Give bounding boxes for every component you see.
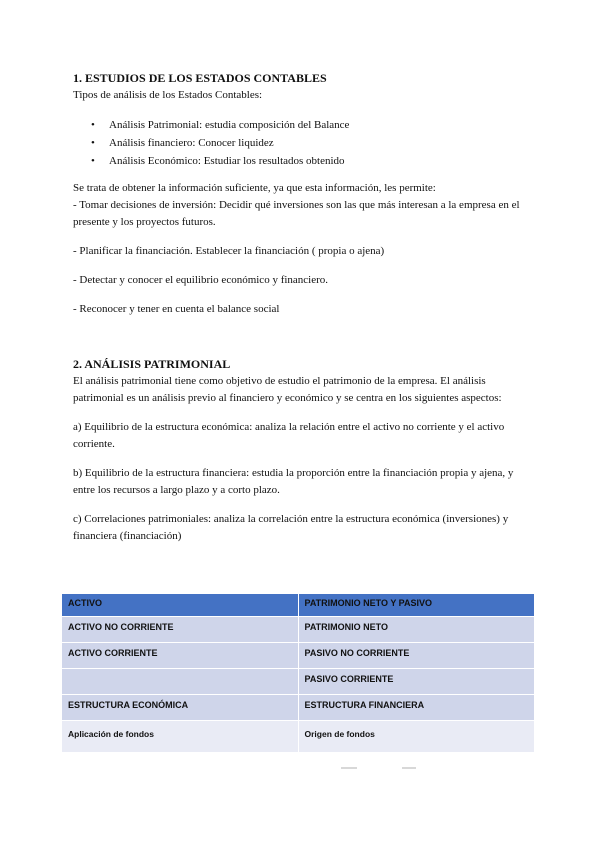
balance-table (62, 594, 535, 753)
table-cell: ESTRUCTURA ECONÓMICA (62, 694, 298, 720)
section1-para4: - Detectar y conocer el equilibrio económico y financiero. (73, 274, 329, 286)
section2-para2: a) Equilibrio de la estructura económica: analiza la relación entre el activo no corriente y el activo corriente. (73, 421, 505, 450)
table-header-cell: ACTIVO (62, 594, 298, 616)
section1-heading: 1. ESTUDIOS DE LOS ESTADOS CONTABLES (73, 71, 327, 85)
analysis-types-list (73, 116, 535, 170)
table-header-cell: PATRIMONIO NETO Y PASIVO (298, 594, 535, 616)
table-cell: PASIVO CORRIENTE (298, 668, 535, 694)
list-item: • Análisis Económico: Estudiar los resultados obtenido (109, 152, 535, 170)
decorative-mark (341, 767, 357, 769)
list-item: • Análisis financiero: Conocer liquidez (109, 134, 535, 152)
section2-heading: 2. ANÁLISIS PATRIMONIAL (73, 357, 231, 371)
table-cell: Aplicación de fondos (62, 720, 298, 752)
section2-para1: El análisis patrimonial tiene como objetivo de estudio el patrimonio de la empresa. El análisis patrimonial es un análisis previo al financiero y económico y se centra en los siguientes aspectos: (73, 375, 502, 404)
section1-intro: Tipos de análisis de los Estados Contables: (73, 89, 263, 101)
table-cell: ACTIVO NO CORRIENTE (62, 616, 298, 642)
table-row (62, 694, 535, 720)
table-row (62, 668, 535, 694)
table-row (62, 720, 535, 752)
table-cell (62, 668, 298, 694)
section1-para5: - Reconocer y tener en cuenta el balance social (73, 303, 280, 315)
decorative-mark (402, 767, 416, 769)
section1-para1: Se trata de obtener la información suficiente, ya que esta información, les permite: (73, 182, 436, 194)
section1-para3: - Planificar la financiación. Establecer la financiación ( propia o ajena) (73, 245, 385, 257)
table-row (62, 616, 535, 642)
table-cell: PATRIMONIO NETO (298, 616, 535, 642)
list-item: • Análisis Patrimonial: estudia composición del Balance (109, 116, 535, 134)
table-cell: ESTRUCTURA FINANCIERA (298, 694, 535, 720)
section2-para4: c) Correlaciones patrimoniales: analiza la correlación entre la estructura económica (inversiones) y financiera (financiación) (73, 513, 509, 542)
table-cell: Origen de fondos (298, 720, 535, 752)
table-cell: ACTIVO CORRIENTE (62, 642, 298, 668)
document-page (73, 70, 535, 545)
section1-para2: - Tomar decisiones de inversión: Decidir qué inversiones son las que más interesan a la empresa en el presente y los proyectos futuros. (73, 199, 520, 228)
section2-para3: b) Equilibrio de la estructura financiera: estudia la proporción entre la financiación propia y ajena, y entre los recursos a largo plazo y a corto plazo. (73, 467, 514, 496)
table-cell: PASIVO NO CORRIENTE (298, 642, 535, 668)
table-row (62, 642, 535, 668)
table-header-row (62, 594, 535, 616)
